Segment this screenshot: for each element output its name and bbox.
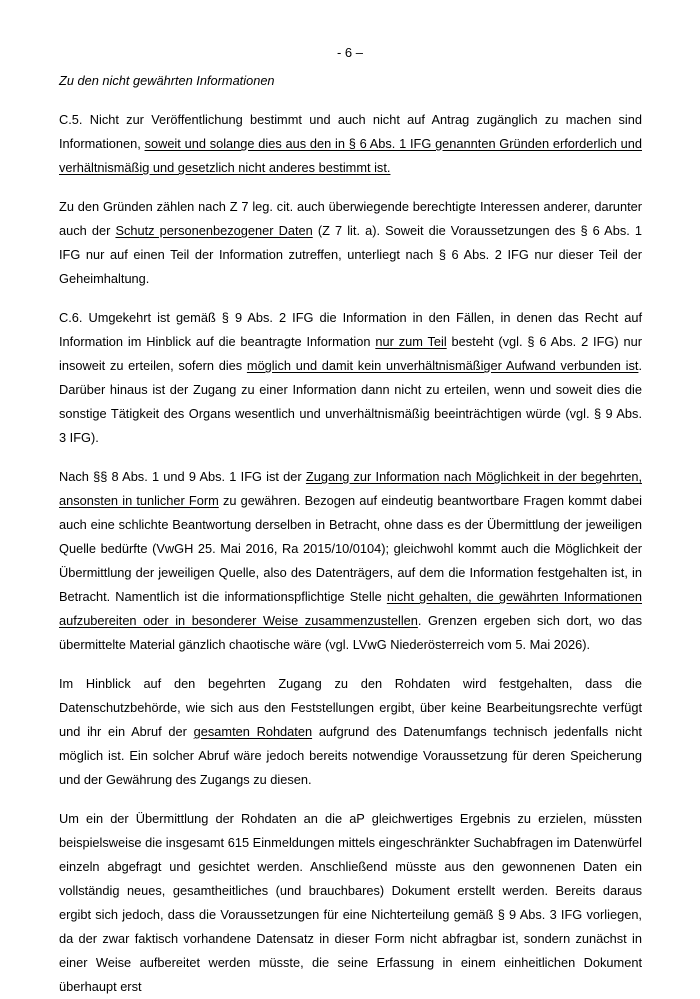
- paragraph-c6: [59, 306, 642, 450]
- section-heading: Zu den nicht gewährten Informationen: [59, 73, 275, 88]
- paragraph-text: Zu den Gründen zählen nach Z 7 leg. cit. auch überwiegende berechtigte Interessen anderer, darunter auch der: [59, 199, 642, 238]
- paragraph-text: C.6. Umgekehrt ist gemäß § 9 Abs. 2 IFG die Information in den Fällen, in denen das Recht auf Information im Hinblick auf die beantragte Information: [59, 310, 642, 349]
- paragraph-text: besteht (vgl. § 6 Abs. 2 IFG) nur insoweit zu erteilen, sofern dies: [59, 334, 642, 373]
- paragraph-zugang: [59, 465, 642, 657]
- paragraph-text: C.5. Nicht zur Veröffentlichung bestimmt und auch nicht auf Antrag zugänglich zu machen sind Informationen,: [59, 112, 642, 151]
- document-body: [59, 69, 642, 999]
- paragraph-c5: [59, 108, 642, 180]
- underlined-text: Schutz personenbezogener Daten: [115, 223, 313, 238]
- paragraph-text: zu gewähren. Bezogen auf eindeutig beantwortbare Fragen kommt dabei auch eine schlichte Beantwortung derselben in Betracht, ohne dass es der Übermittlung der jeweiligen Quelle bedürfte (VwGH 25. Mai 2016, Ra 2015/10/0104); gleichwohl kommt auch die Möglichkeit der Übermittlung der jeweiligen Quelle, also des Datenträgers, auf dem die Information festgehalten ist, in Betracht. Namentlich ist die informationspflichtige Stelle: [59, 493, 642, 604]
- paragraph-text: Um ein der Übermittlung der Rohdaten an die aP gleichwertiges Ergebnis zu erzielen, müssten beispielsweise die insgesamt 615 Einmeldungen mittels eingeschränkter Suchabfragen im Datenwürfel einzeln abgefragt und gesichtet werden. Anschließend müsste aus den gewonnenen Daten ein vollständig neues, gesamtheitliches (und brauchbares) Dokument erstellt werden. Bereits daraus ergibt sich jedoch, dass die Voraussetzungen für eine Nichterteilung gemäß § 9 Abs. 3 IFG vorliegen, da der zwar faktisch vorhandene Datensatz in dieser Form nicht abfragbar ist, sondern zunächst in einer Weise aufbereitet werden müsste, die seine Erfassung in einem einheitlichen Dokument überhaupt erst: [59, 811, 642, 994]
- underlined-text: möglich und damit kein unverhältnismäßiger Aufwand verbunden ist: [246, 358, 639, 373]
- paragraph-text: Nach §§ 8 Abs. 1 und 9 Abs. 1 IFG ist der: [59, 469, 306, 484]
- paragraph-gruende: [59, 195, 642, 291]
- underlined-text: soweit und solange dies aus den in § 6 Abs. 1 IFG genannten Gründen erforderlich und verhältnismäßig und gesetzlich nicht anderes bestimmt ist.: [59, 136, 642, 175]
- paragraph-ergebnis: [59, 807, 642, 999]
- underlined-text: nur zum Teil: [375, 334, 447, 349]
- paragraph-text: aufgrund des Datenumfangs technisch jedenfalls nicht möglich ist. Ein solcher Abruf wäre jedoch bereits notwendige Voraussetzung für deren Speicherung und der Gewährung des Zugangs zu diesen.: [59, 724, 642, 787]
- underlined-text: nicht gehalten, die gewährten Informationen aufzubereiten oder in besonderer Weise zusammenzustellen: [59, 589, 642, 628]
- paragraph-rohdaten: [59, 672, 642, 792]
- paragraph-text: . Darüber hinaus ist der Zugang zu einer Information dann nicht zu erteilen, wenn und soweit dies die sonstige Tätigkeit des Organs wesentlich und unverhältnismäßig beeinträchtigen würde (vgl. § 9 Abs. 3 IFG).: [59, 358, 642, 445]
- paragraph-text: . Grenzen ergeben sich dort, wo das übermittelte Material gänzlich chaotische wäre (vgl. LVwG Niederösterreich vom 5. Mai 2026).: [59, 613, 642, 652]
- page-number: - 6 –: [336, 45, 363, 60]
- paragraph-text: Im Hinblick auf den begehrten Zugang zu den Rohdaten wird festgehalten, dass die Datenschutzbehörde, wie sich aus den Feststellungen ergibt, über keine Bearbeitungsrechte verfügt und ihr ein Abruf der: [59, 676, 642, 739]
- underlined-text: Zugang zur Information nach Möglichkeit in der begehrten, ansonsten in tunlicher Form: [59, 469, 642, 508]
- paragraph-text: (Z 7 lit. a). Soweit die Voraussetzungen des § 6 Abs. 1 IFG nur auf einen Teil der Information zutreffen, unterliegt nach § 6 Abs. 2 IFG nur dieser Teil der Geheimhaltung.: [59, 223, 642, 286]
- underlined-text: gesamten Rohdaten: [193, 724, 313, 739]
- paragraph-list: [59, 108, 642, 999]
